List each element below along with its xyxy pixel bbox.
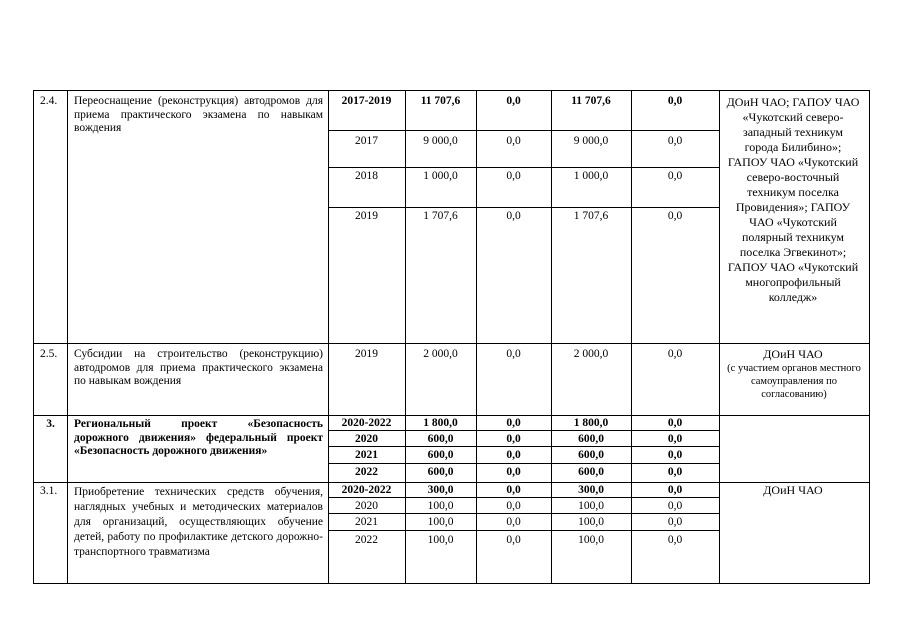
period-cell: 2017 <box>355 135 378 147</box>
total-cell: 1 707,6 <box>423 210 458 222</box>
executor-note: (с участием органов местного самоуправления по согласованию) <box>727 363 861 400</box>
period-cell: 2019 <box>355 210 378 222</box>
subrow-divider <box>328 167 719 168</box>
local-cell: 0,0 <box>667 170 683 182</box>
total-cell: 600,0 <box>427 449 454 461</box>
total-cell: 11 707,6 <box>420 95 461 107</box>
regional-cell: 600,0 <box>578 433 604 445</box>
federal-cell: 0,0 <box>506 500 521 512</box>
regional-cell: 1 000,0 <box>573 170 609 182</box>
federal-cell: 0,0 <box>506 449 521 461</box>
period-cell: 2019 <box>355 348 378 360</box>
period-cell: 2022 <box>355 466 378 478</box>
federal-cell: 0,0 <box>506 417 521 429</box>
measure-name: Субсидии на строительство (реконструкцию) автодромов для приема практического экзамена по навыкам вождения <box>74 348 323 387</box>
local-cell: 0,0 <box>667 466 683 478</box>
federal-cell: 0,0 <box>506 433 521 445</box>
federal-cell: 0,0 <box>506 348 521 360</box>
row-divider <box>34 343 869 344</box>
executor-cell: ДОиН ЧАО; ГАПОУ ЧАО «Чукотский северо-западный техникум города Билибино»; ГАПОУ ЧАО «Чукотский северо-восточный техникум поселка Провидения»; ГАПОУ ЧАО «Чукотский полярный техникум поселка Эгвекинот»; ГАПОУ ЧАО «Чукотский многопрофильный колледж» <box>726 95 860 304</box>
local-cell: 0,0 <box>667 210 683 222</box>
row-divider <box>34 415 869 416</box>
regional-cell: 100,0 <box>578 516 604 528</box>
total-cell: 100,0 <box>427 516 454 528</box>
period-cell: 2022 <box>355 534 378 546</box>
federal-cell: 0,0 <box>506 170 521 182</box>
subrow-divider <box>328 130 719 131</box>
regional-cell: 600,0 <box>578 449 604 461</box>
federal-cell: 0,0 <box>506 135 521 147</box>
regional-cell: 1 800,0 <box>573 417 609 429</box>
total-cell: 100,0 <box>427 500 454 512</box>
period-cell: 2020 <box>355 500 378 512</box>
local-cell: 0,0 <box>667 135 683 147</box>
local-cell: 0,0 <box>667 516 683 528</box>
row-number: 2.4. <box>40 95 58 107</box>
regional-cell: 1 707,6 <box>573 210 609 222</box>
local-cell: 0,0 <box>667 417 683 429</box>
local-cell: 0,0 <box>667 500 683 512</box>
measure-name: Приобретение технических средств обучения, наглядных учебных и методических материалов для организаций, осуществляющих обучение детей, работу по профилактике детского дорожно-транспортного травматизма <box>74 486 323 558</box>
executor-cell: ДОиН ЧАО <box>763 347 823 361</box>
subrow-divider <box>328 207 719 208</box>
regional-cell: 100,0 <box>578 534 604 546</box>
local-cell: 0,0 <box>667 534 683 546</box>
local-cell: 0,0 <box>667 348 683 360</box>
col-divider <box>719 91 720 583</box>
total-cell: 100,0 <box>427 534 454 546</box>
regional-cell: 9 000,0 <box>573 135 609 147</box>
federal-cell: 0,0 <box>506 466 521 478</box>
regional-cell: 300,0 <box>578 484 604 496</box>
period-cell: 2021 <box>355 516 378 528</box>
local-cell: 0,0 <box>667 484 683 496</box>
total-cell: 600,0 <box>427 466 454 478</box>
federal-cell: 0,0 <box>506 534 521 546</box>
local-cell: 0,0 <box>667 449 683 461</box>
regional-cell: 100,0 <box>578 500 604 512</box>
federal-cell: 0,0 <box>506 516 521 528</box>
col-divider <box>67 91 68 583</box>
period-cell: 2017-2019 <box>341 95 392 107</box>
program-table <box>33 90 870 584</box>
row-number: 3.1. <box>40 485 58 497</box>
period-cell: 2021 <box>355 449 378 461</box>
row-divider <box>34 482 869 483</box>
total-cell: 1 800,0 <box>423 417 458 429</box>
regional-cell: 600,0 <box>578 466 604 478</box>
row-number: 2.5. <box>40 348 58 360</box>
total-cell: 1 000,0 <box>423 170 458 182</box>
period-cell: 2020 <box>355 433 378 445</box>
subrow-divider <box>328 463 719 464</box>
regional-cell: 2 000,0 <box>573 348 609 360</box>
local-cell: 0,0 <box>667 433 683 445</box>
period-cell: 2020-2022 <box>341 417 392 429</box>
period-cell: 2020-2022 <box>341 484 392 496</box>
federal-cell: 0,0 <box>506 210 521 222</box>
regional-cell: 11 707,6 <box>571 95 611 107</box>
federal-cell: 0,0 <box>506 95 521 107</box>
measure-name: Переоснащение (реконструкция) автодромов для приема практического экзамена по навыкам вождения <box>74 95 323 134</box>
total-cell: 9 000,0 <box>423 135 458 147</box>
total-cell: 300,0 <box>427 484 454 496</box>
subrow-divider <box>328 530 719 531</box>
executor-cell: ДОиН ЧАО <box>763 483 823 497</box>
federal-cell: 0,0 <box>506 484 521 496</box>
measure-name: Региональный проект «Безопасность дорожного движения» федеральный проект «Безопасность дорожного движения» <box>74 418 323 457</box>
total-cell: 2 000,0 <box>423 348 458 360</box>
total-cell: 600,0 <box>427 433 454 445</box>
local-cell: 0,0 <box>667 95 683 107</box>
row-number: 3. <box>46 418 55 430</box>
period-cell: 2018 <box>355 170 378 182</box>
